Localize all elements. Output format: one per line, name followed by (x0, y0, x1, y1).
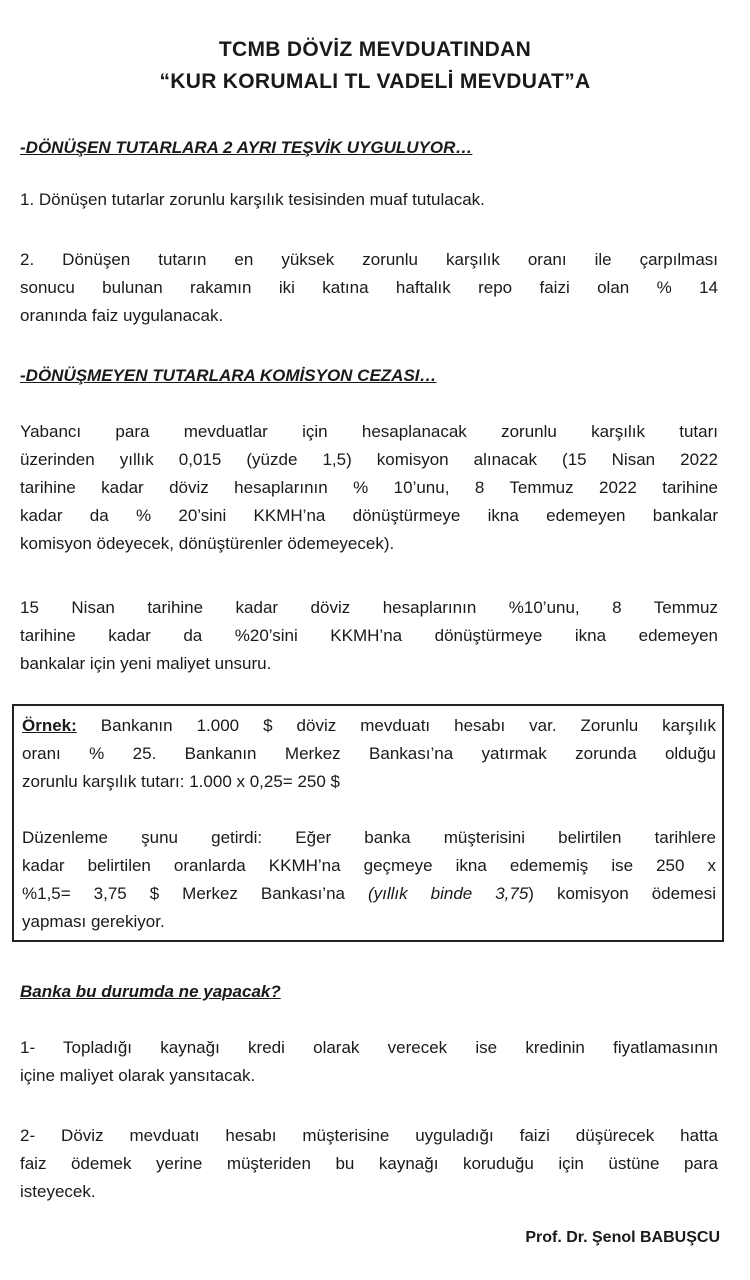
section3-item-1-line-2: içine maliyet olarak yansıtacak. (20, 1066, 256, 1085)
title-line-1: TCMB DÖVİZ MEVDUATINDAN (218, 38, 532, 61)
section2-p1-line-5: komisyon ödeyecek, dönüştürenler ödemeyecek). (20, 534, 395, 553)
section3-item-2-line-2: faiz ödemek yerine müşteriden bu kaynağı koruduğu için üstüne para (20, 1154, 718, 1173)
section2-paragraph-2 (20, 594, 718, 678)
section1-item-1 (20, 186, 718, 214)
example-p1-line-1 (22, 712, 716, 740)
section2-p2-line-2: tarihine kadar da %20’sini KKMH’na dönüştürmeye ikna edemeyen (20, 626, 718, 645)
example-p2-line-3-b: ) komisyon ödemesi (528, 884, 716, 903)
section2-p2-line-1: 15 Nisan tarihine kadar döviz hesaplarının %10’unu, 8 Temmuz (20, 598, 718, 617)
example-p1-line-1-text: Bankanın 1.000 $ döviz mevduatı hesabı var. Zorunlu karşılık (76, 716, 716, 735)
section3-item-1-line-1: 1- Topladığı kaynağı kredi olarak verecek ise kredinin fiyatlamasının (20, 1038, 718, 1057)
section2-paragraph-1 (20, 418, 718, 558)
section3-item-1 (20, 1034, 718, 1090)
example-paragraph-2 (22, 824, 716, 936)
document-title (0, 34, 750, 98)
section1-item-1-text: 1. Dönüşen tutarlar zorunlu karşılık tesisinden muaf tutulacak. (20, 190, 485, 209)
author-signature: Prof. Dr. Şenol BABUŞCU (525, 1229, 720, 1246)
title-line-2: “KUR KORUMALI TL VADELİ MEVDUAT”A (159, 70, 591, 93)
section3-item-2-line-3: isteyecek. (20, 1182, 96, 1201)
example-p1-line-2: oranı % 25. Bankanın Merkez Bankası’na yatırmak zorunda olduğu (22, 744, 716, 763)
section1-item-2-line-2: sonucu bulunan rakamın iki katına haftalık repo faizi olan % 14 (20, 278, 718, 297)
example-p2-line-3-a: %1,5= 3,75 $ Merkez Bankası’na (22, 884, 368, 903)
section2-p2-line-3: bankalar için yeni maliyet unsuru. (20, 654, 272, 673)
example-p1-line-3: zorunlu karşılık tutarı: 1.000 x 0,25= 250 $ (22, 772, 340, 791)
example-p2-line-2: kadar belirtilen oranlarda KKMH’na geçmeye ikna edememiş ise 250 x (22, 856, 716, 875)
example-p2-line-3 (22, 880, 716, 908)
section3-item-2-line-1: 2- Döviz mevduatı hesabı müşterisine uyguladığı faizi düşürecek hatta (20, 1126, 718, 1145)
example-box (12, 704, 724, 942)
section1-item-2-line-1: 2. Dönüşen tutarın en yüksek zorunlu karşılık oranı ile çarpılması (20, 250, 718, 269)
section1-item-2 (20, 246, 718, 330)
section2-heading: -DÖNÜŞMEYEN TUTARLARA KOMİSYON CEZASI… (20, 366, 437, 385)
example-p2-line-1: Düzenleme şunu getirdi: Eğer banka müşterisini belirtilen tarihlere (22, 828, 716, 847)
section3-heading: Banka bu durumda ne yapacak? (20, 982, 281, 1001)
example-p2-line-3-italic: (yıllık binde 3,75 (367, 884, 529, 903)
example-label: Örnek: (22, 716, 77, 735)
section2-p1-line-4: kadar da % 20’sini KKMH’na dönüştürmeye ikna edemeyen bankalar (20, 506, 718, 525)
section3-item-2 (20, 1122, 718, 1206)
section1-heading: -DÖNÜŞEN TUTARLARA 2 AYRI TEŞVİK UYGULUYOR… (20, 138, 473, 157)
example-paragraph-1 (22, 712, 716, 796)
section2-p1-line-2: üzerinden yıllık 0,015 (yüzde 1,5) komisyon alınacak (15 Nisan 2022 (20, 450, 718, 469)
section2-p1-line-3: tarihine kadar döviz hesaplarının % 10’unu, 8 Temmuz 2022 tarihine (20, 478, 718, 497)
section2-p1-line-1: Yabancı para mevduatlar için hesaplanacak zorunlu karşılık tutarı (20, 422, 718, 441)
section1-item-2-line-3: oranında faiz uygulanacak. (20, 306, 224, 325)
example-p2-line-4: yapması gerekiyor. (22, 912, 165, 931)
